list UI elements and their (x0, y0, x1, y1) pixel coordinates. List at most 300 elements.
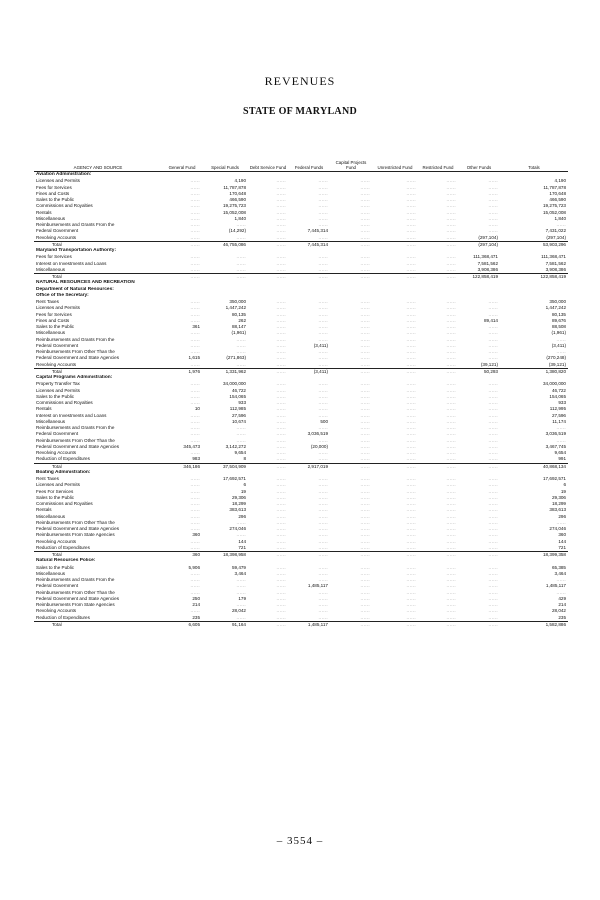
amount-cell: (271,863) (226, 355, 246, 361)
agency-source-cell: Federal Government (36, 431, 79, 437)
amount-cell (372, 615, 418, 622)
amount-cell (202, 267, 248, 274)
amount-cell: 112,985 (229, 406, 246, 412)
amount-cell: 1,485,117 (545, 583, 566, 589)
amount-cell: 350,000 (549, 299, 566, 304)
table-row (34, 456, 568, 463)
amount-cell: 3,464 (554, 570, 566, 576)
amount-cell: 18,398,958 (202, 552, 248, 559)
amount-cell (458, 172, 500, 179)
amount-cell: 466,590 (229, 197, 246, 202)
amount-cell (418, 235, 458, 242)
amount-cell: (270,248) (546, 355, 566, 361)
amount-cell: 3,908,386 (477, 266, 498, 272)
amount-cell: 37,504,909 (202, 463, 248, 470)
amount-cell (288, 456, 330, 463)
amount-cell (372, 235, 418, 242)
amount-cell: 214 (192, 602, 200, 607)
amount-cell (418, 241, 458, 248)
amount-cell (418, 552, 458, 559)
amount-cell: 15,052,008 (223, 209, 246, 215)
amount-cell (330, 368, 372, 375)
total-row (34, 274, 568, 281)
amount-cell: 6,605 (162, 621, 202, 628)
amount-cell (162, 267, 202, 274)
agency-source-cell: Interest on Investments and Loans (36, 260, 107, 266)
amount-cell (248, 241, 288, 248)
amount-cell: (3,411) (551, 342, 566, 348)
amount-cell: 18,399,358 (500, 552, 568, 559)
amount-cell: 27,596 (551, 412, 566, 418)
amount-cell: 7,431,022 (545, 228, 566, 234)
amount-cell: (14,292) (228, 228, 246, 234)
amount-cell: (297,104) (478, 234, 498, 240)
agency-source-cell: Revolving Accounts (36, 538, 77, 544)
amount-cell (418, 172, 458, 179)
amount-cell: 2,917,019 (288, 463, 330, 470)
amount-cell (330, 545, 372, 552)
amount-cell (372, 368, 418, 375)
agency-source-cell: Revolving Accounts (36, 361, 77, 367)
column-header: Special Funds (202, 160, 248, 172)
agency-source-cell: Revolving Accounts (36, 608, 77, 614)
agency-source-cell: Rent Taxes (36, 476, 59, 481)
agency-source-cell: Sales to the Public (36, 324, 75, 329)
amount-cell (418, 274, 458, 281)
agency-source-cell: Total (34, 274, 162, 281)
agency-source-cell: Department of Natural Resources: (36, 286, 114, 292)
amount-cell: 983 (192, 456, 200, 462)
amount-cell (248, 362, 288, 369)
amount-cell: 721 (238, 544, 246, 550)
amount-cell: 3,908,386 (545, 266, 566, 272)
agency-source-cell: Reduction of Expenditures (36, 614, 90, 620)
amount-cell: 346,186 (162, 463, 202, 470)
amount-cell (162, 274, 202, 281)
agency-source-cell: Rent Taxes (36, 299, 59, 304)
amount-cell (330, 456, 372, 463)
amount-cell (288, 615, 330, 622)
total-row (34, 368, 568, 375)
agency-source-cell: Miscellaneous (36, 330, 66, 336)
agency-source-cell: Miscellaneous (36, 266, 66, 272)
amount-cell: 50,293 (458, 368, 500, 375)
amount-cell: 19,275,723 (543, 203, 566, 209)
amount-cell: 7,445,314 (288, 241, 330, 248)
total-row (34, 241, 568, 248)
amount-cell (162, 241, 202, 248)
column-header: Unrestricted Fund (372, 160, 418, 172)
table-row (34, 362, 568, 369)
agency-source-cell: Federal Government and State Agencies (36, 443, 119, 449)
amount-cell: 214 (558, 602, 566, 607)
agency-source-cell: Miscellaneous (36, 418, 66, 424)
amount-cell: 11,174 (552, 418, 566, 424)
agency-source-cell: Fees for Services (36, 311, 72, 317)
amount-cell: 361 (192, 324, 200, 329)
agency-source-cell: Reimbursements and Grants From the (36, 577, 115, 582)
column-header: Restricted Fund (418, 160, 458, 172)
amount-cell: 34,000,000 (543, 381, 566, 387)
amount-cell: 991 (558, 456, 566, 462)
agency-source-cell: Fees For Services (36, 488, 74, 494)
agency-source-cell: Federal Government (36, 583, 79, 589)
amount-cell: 28,042 (231, 608, 246, 614)
amount-cell: 5,906 (188, 564, 200, 570)
amount-cell (248, 552, 288, 559)
column-header: Other Funds (458, 160, 500, 172)
amount-cell: 262 (238, 317, 246, 323)
amount-cell (418, 456, 458, 463)
table-header-row (34, 160, 568, 172)
amount-cell (162, 235, 202, 242)
amount-cell: 345,473 (183, 443, 200, 449)
amount-cell: 3,036,519 (307, 431, 328, 437)
amount-cell: 179 (238, 595, 246, 601)
amount-cell: 40,868,134 (500, 463, 568, 470)
running-head: REVENUES (264, 74, 336, 88)
amount-cell: 8 (243, 456, 246, 462)
table-body (34, 172, 568, 629)
amount-cell: 29,306 (231, 494, 246, 500)
amount-cell: 27,596 (231, 412, 246, 418)
agency-source-cell: Sales to the Public (36, 393, 75, 399)
amount-cell: 296 (558, 513, 566, 519)
amount-cell (372, 274, 418, 281)
amount-cell: 17,692,571 (223, 476, 246, 481)
amount-cell: 7,581,562 (545, 260, 566, 266)
amount-cell: 360 (558, 532, 566, 538)
amount-cell (372, 172, 418, 179)
amount-cell (330, 235, 372, 242)
agency-source-cell: Boating Administration: (36, 469, 91, 475)
amount-cell: (3,411) (313, 342, 328, 348)
amount-cell: 112,995 (549, 406, 566, 412)
agency-source-cell: Reimbursements From State Agencies (36, 602, 115, 607)
column-header: Federal Funds (288, 160, 330, 172)
amount-cell (248, 368, 288, 375)
amount-cell (418, 621, 458, 628)
amount-cell (458, 621, 500, 628)
amount-cell: 429 (558, 595, 566, 601)
amount-cell (248, 545, 288, 552)
agency-source-cell: Miscellaneous (36, 215, 66, 221)
amount-cell: 10,674 (231, 418, 246, 424)
amount-cell: 65,385 (551, 564, 566, 570)
agency-source-cell: Rentals (36, 406, 52, 412)
amount-cell: 933 (238, 400, 246, 405)
amount-cell: 34,000,000 (223, 381, 246, 387)
amount-cell: 1,485,117 (288, 621, 330, 628)
amount-cell (458, 552, 500, 559)
amount-cell (330, 274, 372, 281)
amount-cell: 122,858,419 (458, 274, 500, 281)
agency-source-cell: Reimbursements From State Agencies (36, 532, 115, 538)
amount-cell: 19 (560, 488, 566, 494)
amount-cell: 1,447,242 (225, 305, 246, 311)
amount-cell: 296 (238, 513, 246, 519)
amount-cell (288, 274, 330, 281)
amount-cell: 721 (558, 544, 566, 550)
amount-cell (418, 267, 458, 274)
agency-source-cell: Natural Resources Police: (36, 558, 96, 564)
agency-source-cell: Miscellaneous (36, 513, 66, 519)
amount-cell: 1,331,962 (202, 368, 248, 375)
amount-cell: 170,648 (229, 190, 246, 196)
amount-cell: 250 (192, 595, 200, 601)
total-row (34, 463, 568, 470)
agency-source-cell: Reimbursements From Other Than the (36, 437, 115, 443)
amount-cell (330, 552, 372, 559)
agency-source-cell: Federal Government (36, 228, 79, 234)
amount-cell: 1,582,886 (500, 621, 568, 628)
amount-cell (288, 362, 330, 369)
agency-source-cell: Licenses and Permits (36, 482, 80, 488)
amount-cell (330, 621, 372, 628)
amount-cell: 17,692,571 (543, 476, 566, 481)
agency-source-cell: Sales to the Public (36, 494, 75, 500)
agency-source-cell: Total (34, 552, 162, 559)
amount-cell: 10 (194, 406, 200, 412)
amount-cell (330, 172, 372, 179)
amount-cell (418, 368, 458, 375)
amount-cell (162, 362, 202, 369)
agency-source-cell: Licenses and Permits (36, 178, 80, 184)
amount-cell: 15,052,008 (543, 209, 566, 215)
amount-cell: 6 (563, 482, 566, 488)
amount-cell (330, 463, 372, 470)
agency-source-cell: Sales to the Public (36, 564, 75, 570)
amount-cell: (39,121) (548, 361, 566, 367)
amount-cell: 1,840 (554, 215, 566, 221)
amount-cell (458, 463, 500, 470)
agency-source-cell: Fines and Costs (36, 317, 70, 323)
agency-source-cell: Reimbursements and Grants From the (36, 222, 115, 227)
agency-source-cell: Commissions and Royalties (36, 400, 93, 405)
table-row (34, 615, 568, 622)
amount-cell: 9,654 (234, 450, 246, 455)
amount-cell: 7,445,314 (307, 228, 328, 234)
agency-source-cell: Reimbursements and Grants From the (36, 425, 115, 430)
amount-cell (248, 621, 288, 628)
amount-cell: 18,299 (551, 501, 566, 506)
amount-cell (248, 267, 288, 274)
amount-cell: 144 (238, 538, 246, 544)
amount-cell: 154,065 (229, 393, 246, 399)
amount-cell: 360 (162, 552, 202, 559)
amount-cell: (1,961) (231, 330, 246, 336)
agency-source-cell: Capital Programs Administration: (36, 375, 113, 380)
agency-source-cell: Office of the Secretary: (36, 292, 89, 298)
amount-cell: 1,840 (234, 215, 246, 221)
amount-cell (248, 235, 288, 242)
amount-cell (372, 545, 418, 552)
amount-cell: 1,615 (188, 355, 200, 361)
agency-source-cell: Commissions and Royalties (36, 501, 93, 506)
amount-cell: (297,104) (546, 234, 566, 240)
agency-source-cell: Total (34, 368, 162, 375)
amount-cell: 466,590 (549, 197, 566, 202)
amount-cell: 383,613 (229, 507, 246, 513)
amount-cell (330, 267, 372, 274)
column-header: Totals (500, 160, 568, 172)
column-header: General Fund (162, 160, 202, 172)
amount-cell (202, 235, 248, 242)
agency-source-cell: Total (34, 621, 162, 628)
amount-cell: 80,135 (551, 311, 566, 317)
amount-cell (418, 545, 458, 552)
agency-source-cell: Maryland Transportation Authority: (36, 248, 117, 253)
agency-source-cell: Commissions and Royalties (36, 203, 93, 209)
agency-source-cell: Total (34, 241, 162, 248)
amount-cell: 274,046 (549, 526, 566, 531)
amount-cell: 59,479 (231, 564, 246, 570)
agency-source-cell: Federal Government and State Agencies (36, 526, 119, 531)
agency-source-cell: Reduction of Expenditures (36, 544, 90, 550)
amount-cell (248, 463, 288, 470)
amount-cell (500, 172, 568, 179)
agency-source-cell: Fees for Services (36, 254, 72, 260)
amount-cell: 111,368,471 (473, 254, 498, 260)
amount-cell: 383,613 (549, 507, 566, 513)
amount-cell (202, 172, 248, 179)
column-header: Debt Service Fund (248, 160, 288, 172)
table-row (34, 267, 568, 274)
amount-cell: 4,190 (234, 178, 246, 184)
amount-cell (248, 274, 288, 281)
amount-cell: 360 (192, 532, 200, 538)
revenue-table-container (34, 160, 568, 628)
amount-cell: 88,508 (551, 324, 566, 329)
amount-cell: 91,164 (202, 621, 248, 628)
agency-source-cell: Federal Government (36, 342, 79, 348)
amount-cell (202, 274, 248, 281)
table-row (34, 545, 568, 552)
page-number: – 3554 – (276, 835, 324, 847)
agency-source-cell: Reimbursements and Grants From the (36, 336, 115, 342)
agency-source-cell: Fines and Costs (36, 190, 70, 196)
amount-cell (288, 235, 330, 242)
agency-source-cell: Sales to the Public (36, 197, 75, 202)
amount-cell: 144 (558, 538, 566, 544)
amount-cell: 19,275,723 (223, 203, 246, 209)
amount-cell (288, 545, 330, 552)
agency-source-cell: Licenses and Permits (36, 305, 80, 311)
amount-cell: (297,104) (458, 241, 500, 248)
amount-cell (458, 545, 500, 552)
amount-cell: 80,135 (231, 311, 246, 317)
amount-cell: 170,648 (549, 190, 566, 196)
amount-cell: 6 (243, 482, 246, 488)
agency-source-cell: Revolving Accounts (36, 450, 77, 455)
amount-cell: 3,036,519 (545, 431, 566, 437)
amount-cell (202, 362, 248, 369)
amount-cell (288, 552, 330, 559)
amount-cell: 7,581,562 (477, 260, 498, 266)
agency-source-cell: Reduction of Expenditures (36, 456, 90, 462)
amount-cell: (39,121) (480, 361, 498, 367)
amount-cell (330, 241, 372, 248)
amount-cell (162, 172, 202, 179)
amount-cell (372, 241, 418, 248)
amount-cell: 500 (320, 418, 328, 424)
amount-cell: 111,368,471 (541, 254, 566, 260)
amount-cell (372, 621, 418, 628)
amount-cell: 46,722 (231, 387, 246, 393)
amount-cell: 11,787,878 (543, 184, 566, 190)
state-title: STATE OF MARYLAND (242, 106, 357, 117)
amount-cell (330, 362, 372, 369)
revenue-table (34, 160, 568, 628)
amount-cell (372, 463, 418, 470)
amount-cell: 89,676 (551, 317, 566, 323)
table-row (34, 235, 568, 242)
amount-cell: 29,306 (551, 494, 566, 500)
amount-cell: 350,000 (229, 299, 246, 304)
amount-cell: 274,046 (229, 526, 246, 531)
amount-cell (330, 615, 372, 622)
amount-cell: 46,755,086 (202, 241, 248, 248)
section-row (34, 172, 568, 179)
amount-cell (288, 172, 330, 179)
agency-source-cell: Reimbursements From Other Than the (36, 519, 115, 525)
agency-source-cell: Property Transfer Tax (36, 381, 80, 387)
amount-cell (248, 172, 288, 179)
amount-cell: 1,380,820 (500, 368, 568, 375)
amount-cell (418, 615, 458, 622)
amount-cell: 11,787,878 (223, 184, 246, 190)
agency-source-cell: Interest on Investments and Loans (36, 412, 107, 418)
agency-source-cell: Licenses and Permits (36, 387, 80, 393)
amount-cell (248, 615, 288, 622)
amount-cell (162, 545, 202, 552)
amount-cell (372, 267, 418, 274)
amount-cell: 154,065 (549, 393, 566, 399)
amount-cell: 1,447,242 (545, 305, 566, 311)
amount-cell: (3,411) (288, 368, 330, 375)
agency-source-cell: NATURAL RESOURCES AND RECREATION (36, 280, 135, 286)
amount-cell (202, 615, 248, 622)
amount-cell (418, 362, 458, 369)
agency-source-cell: Reimbursements From Other Than the (36, 589, 115, 595)
amount-cell (458, 615, 500, 622)
amount-cell: 3,467,745 (545, 443, 566, 449)
amount-cell: 46,722 (551, 387, 566, 393)
amount-cell: 53,903,296 (500, 241, 568, 248)
amount-cell: 3,142,272 (225, 443, 246, 449)
agency-source-cell: Revolving Accounts (36, 234, 77, 240)
amount-cell: 88,147 (231, 324, 246, 329)
amount-cell: 9,654 (554, 450, 566, 455)
column-header: AGENCY AND SOURCE (34, 160, 162, 172)
amount-cell: 1,485,117 (307, 583, 328, 589)
amount-cell: 1,976 (162, 368, 202, 375)
agency-source-cell: Miscellaneous (36, 570, 66, 576)
amount-cell: 235 (192, 614, 200, 620)
amount-cell (248, 456, 288, 463)
amount-cell: 89,414 (483, 317, 498, 323)
amount-cell (418, 463, 458, 470)
agency-source-cell: Federal Government and State Agencies (36, 355, 119, 361)
agency-source-cell: Total (34, 463, 162, 470)
total-row (34, 621, 568, 628)
agency-source-cell: Rentals (36, 507, 52, 513)
amount-cell (372, 552, 418, 559)
amount-cell: 3,464 (234, 570, 246, 576)
agency-source-cell: Aviation Administration: (36, 172, 92, 177)
agency-source-cell: Rentals (36, 209, 52, 215)
amount-cell (372, 456, 418, 463)
